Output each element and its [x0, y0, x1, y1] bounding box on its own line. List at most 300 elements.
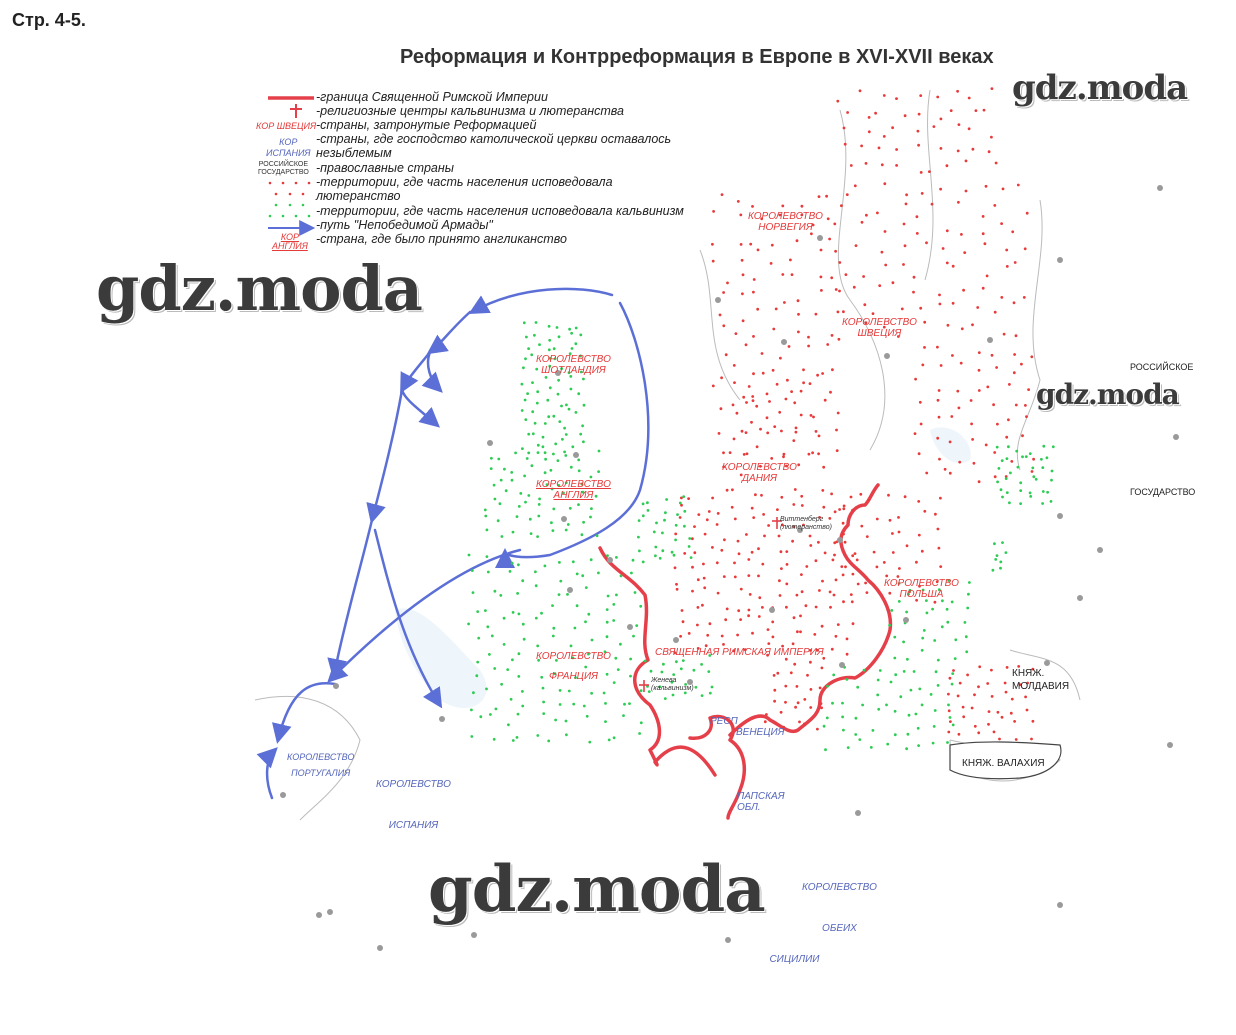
lutheran-dot	[992, 403, 995, 406]
label-england: КОРОЛЕВСТВО АНГЛИЯ	[536, 479, 611, 501]
lutheran-dot	[776, 508, 779, 511]
calvinist-dot	[967, 593, 970, 596]
city-dot	[333, 683, 339, 689]
lutheran-dot	[987, 723, 990, 726]
lutheran-dot	[778, 411, 781, 414]
lutheran-dot	[761, 352, 764, 355]
lutheran-dot	[993, 451, 996, 454]
calvinist-dot	[517, 675, 520, 678]
lutheran-dot	[903, 223, 906, 226]
lutheran-dot	[934, 601, 937, 604]
lutheran-dot	[796, 594, 799, 597]
legend-sample-reformation: КОР ШВЕЦИЯ	[256, 121, 317, 131]
lutheran-dot	[693, 525, 696, 528]
lutheran-dot	[733, 364, 736, 367]
calvinist-dot	[886, 743, 889, 746]
calvinist-dot	[565, 529, 568, 532]
lutheran-dot	[1010, 712, 1013, 715]
calvinist-dot	[855, 717, 858, 720]
lutheran-dot	[836, 100, 839, 103]
lutheran-dot	[691, 590, 694, 593]
lutheran-dot	[838, 338, 841, 341]
lutheran-dot	[942, 247, 945, 250]
lutheran-dot	[752, 399, 755, 402]
lutheran-dot	[861, 221, 864, 224]
calvinist-dot	[521, 383, 524, 386]
lutheran-dot	[725, 353, 728, 356]
calvinist-dot	[497, 519, 500, 522]
calvinist-dot	[590, 692, 593, 695]
calvinist-dot	[831, 702, 834, 705]
label-denmark: КОРОЛЕВСТВО ДАНИЯ	[722, 462, 797, 484]
calvinist-dot	[558, 593, 561, 596]
calvinist-dot	[575, 411, 578, 414]
legend-calvinist-sample	[269, 204, 311, 218]
calvinist-dot	[673, 554, 676, 557]
calvinist-dot	[946, 741, 949, 744]
legend-calvinist-text: -территории, где часть населения исповедовала кальвинизм	[316, 204, 684, 218]
lutheran-dot	[895, 164, 898, 167]
lutheran-dot	[852, 573, 855, 576]
calvinist-dot	[570, 645, 573, 648]
lutheran-dot	[679, 635, 682, 638]
calvinist-dot	[548, 348, 551, 351]
lutheran-dot	[885, 575, 888, 578]
calvinist-dot	[606, 635, 609, 638]
lutheran-dot	[792, 503, 795, 506]
calvinist-dot	[493, 484, 496, 487]
city-dot	[280, 792, 286, 798]
calvinist-dot	[671, 551, 674, 554]
lutheran-dot	[784, 701, 787, 704]
calvinist-dot	[1051, 470, 1054, 473]
lutheran-dot	[722, 643, 725, 646]
calvinist-dot	[484, 515, 487, 518]
lutheran-dot	[977, 731, 980, 734]
lutheran-dot	[808, 453, 811, 456]
lutheran-dot	[842, 507, 845, 510]
lutheran-dot	[831, 334, 834, 337]
calvinist-dot	[518, 652, 521, 655]
calvinist-dot	[999, 567, 1002, 570]
calvinist-dot	[518, 613, 521, 616]
city-dot	[567, 587, 573, 593]
lutheran-dot	[921, 550, 924, 553]
calvinist-dot	[946, 608, 949, 611]
lutheran-dot	[790, 390, 793, 393]
lutheran-dot	[773, 425, 776, 428]
calvinist-dot	[947, 704, 950, 707]
lutheran-dot	[816, 728, 819, 731]
lutheran-dot	[810, 688, 813, 691]
lutheran-dot	[985, 185, 988, 188]
calvinist-dot	[906, 658, 909, 661]
calvinist-dot	[695, 686, 698, 689]
calvinist-dot	[550, 521, 553, 524]
calvinist-dot	[952, 724, 955, 727]
calvinist-dot	[493, 667, 496, 670]
lutheran-dot	[768, 400, 771, 403]
lutheran-dot	[947, 693, 950, 696]
lutheran-dot	[950, 415, 953, 418]
lutheran-dot	[996, 423, 999, 426]
lutheran-dot	[776, 672, 779, 675]
calvinist-dot	[826, 685, 829, 688]
lutheran-dot	[711, 497, 714, 500]
lutheran-dot	[786, 563, 789, 566]
calvinist-dot	[512, 739, 515, 742]
calvinist-dot	[470, 735, 473, 738]
lutheran-dot	[917, 500, 920, 503]
calvinist-dot	[524, 399, 527, 402]
lutheran-dot	[978, 351, 981, 354]
calvinist-dot	[557, 379, 560, 382]
calvinist-dot	[535, 584, 538, 587]
calvinist-dot	[576, 573, 579, 576]
lutheran-dot	[833, 541, 836, 544]
lutheran-dot	[796, 239, 799, 242]
calvinist-dot	[665, 498, 668, 501]
calvinist-dot	[522, 623, 525, 626]
lutheran-dot	[726, 282, 729, 285]
lutheran-dot	[773, 700, 776, 703]
lutheran-dot	[792, 439, 795, 442]
calvinist-dot	[894, 733, 897, 736]
lutheran-dot	[796, 630, 799, 633]
calvinist-dot	[1019, 502, 1022, 505]
lutheran-dot	[917, 144, 920, 147]
city-dot	[377, 945, 383, 951]
calvinist-dot	[527, 347, 530, 350]
lutheran-dot	[973, 693, 976, 696]
calvinist-dot	[486, 625, 489, 628]
lutheran-dot	[830, 276, 833, 279]
lutheran-dot	[970, 423, 973, 426]
lutheran-dot	[884, 230, 887, 233]
calvinist-dot	[846, 678, 849, 681]
lutheran-dot	[851, 600, 854, 603]
lutheran-dot	[845, 273, 848, 276]
calvinist-dot	[632, 559, 635, 562]
lutheran-dot	[949, 677, 952, 680]
lutheran-dot	[773, 689, 776, 692]
calvinist-dot	[709, 692, 712, 695]
lutheran-dot	[962, 715, 965, 718]
calvinist-dot	[526, 457, 529, 460]
calvinist-dot	[577, 392, 580, 395]
lutheran-dot	[795, 431, 798, 434]
lutheran-dot	[863, 303, 866, 306]
calvinist-dot	[589, 516, 592, 519]
calvinist-dot	[606, 608, 609, 611]
calvinist-dot	[472, 591, 475, 594]
calvinist-dot	[964, 621, 967, 624]
legend-lutheran-text-2: лютеранство	[316, 189, 401, 203]
lutheran-dot	[946, 164, 949, 167]
lutheran-dot	[746, 452, 749, 455]
calvinist-dot	[572, 560, 575, 563]
lutheran-dot	[944, 468, 947, 471]
label-scotland: КОРОЛЕВСТВО ШОТЛАНДИЯ	[536, 354, 611, 376]
lutheran-dot	[914, 432, 917, 435]
lutheran-dot	[761, 606, 764, 609]
lutheran-dot	[732, 404, 735, 407]
lutheran-dot	[674, 533, 677, 536]
lutheran-dot	[675, 583, 678, 586]
calvinist-dot	[531, 410, 534, 413]
lutheran-dot	[846, 638, 849, 641]
calvinist-dot	[700, 663, 703, 666]
calvinist-dot	[570, 332, 573, 335]
calvinist-dot	[494, 590, 497, 593]
calvinist-dot	[676, 513, 679, 516]
lutheran-dot	[819, 687, 822, 690]
calvinist-dot	[503, 468, 506, 471]
lutheran-dot	[948, 709, 951, 712]
calvinist-dot	[675, 524, 678, 527]
calvinist-dot	[854, 733, 857, 736]
calvinist-dot	[877, 679, 880, 682]
calvinist-dot	[534, 570, 537, 573]
calvinist-dot	[954, 638, 957, 641]
calvinist-dot	[563, 451, 566, 454]
lutheran-dot	[846, 193, 849, 196]
lutheran-dot	[905, 193, 908, 196]
lutheran-dot	[733, 438, 736, 441]
lutheran-dot	[824, 399, 827, 402]
lutheran-dot	[793, 663, 796, 666]
lutheran-dot	[733, 381, 736, 384]
calvinist-dot	[581, 424, 584, 427]
lutheran-dot	[866, 591, 869, 594]
calvinist-dot	[582, 378, 585, 381]
lutheran-dot	[838, 261, 841, 264]
calvinist-dot	[1001, 541, 1004, 544]
calvinist-dot	[996, 446, 999, 449]
calvinist-dot	[966, 607, 969, 610]
lutheran-dot	[801, 504, 804, 507]
lutheran-dot	[947, 324, 950, 327]
calvinist-dot	[608, 739, 611, 742]
lutheran-dot	[779, 357, 782, 360]
calvinist-dot	[930, 693, 933, 696]
calvinist-dot	[1009, 472, 1012, 475]
lutheran-dot	[851, 554, 854, 557]
lutheran-dot	[812, 416, 815, 419]
calvinist-dot	[512, 611, 515, 614]
lutheran-dot	[937, 528, 940, 531]
lutheran-dot	[809, 706, 812, 709]
lutheran-dot	[884, 264, 887, 267]
lutheran-dot	[691, 566, 694, 569]
calvinist-dot	[1015, 450, 1018, 453]
lutheran-dot	[704, 533, 707, 536]
lutheran-dot	[1002, 188, 1005, 191]
lutheran-dot	[938, 389, 941, 392]
calvinist-dot	[527, 452, 530, 455]
lutheran-dot	[838, 290, 841, 293]
calvinist-dot	[521, 705, 524, 708]
lutheran-dot	[726, 608, 729, 611]
lutheran-dot	[742, 396, 745, 399]
calvinist-dot	[583, 705, 586, 708]
calvinist-dot	[517, 713, 520, 716]
calvinist-dot	[579, 334, 582, 337]
lutheran-dot	[860, 145, 863, 148]
calvinist-dot	[531, 381, 534, 384]
calvinist-dot	[893, 657, 896, 660]
lutheran-dot	[1026, 212, 1029, 215]
lutheran-dot	[762, 372, 765, 375]
lutheran-dot	[731, 506, 734, 509]
calvinist-dot	[510, 698, 513, 701]
calvinist-dot	[503, 617, 506, 620]
calvinist-dot	[1046, 456, 1049, 459]
calvinist-dot	[495, 708, 498, 711]
calvinist-dot	[949, 716, 952, 719]
calvinist-dot	[559, 689, 562, 692]
calvinist-dot	[487, 571, 490, 574]
calvinist-dot	[536, 402, 539, 405]
calvinist-dot	[545, 376, 548, 379]
lutheran-dot	[691, 537, 694, 540]
label-wittenberg: Виттенберг (лютеранство)	[780, 516, 832, 531]
lutheran-dot	[792, 642, 795, 645]
lutheran-dot	[1005, 691, 1008, 694]
lutheran-dot	[939, 497, 942, 500]
lutheran-dot	[933, 125, 936, 128]
calvinist-dot	[574, 627, 577, 630]
lutheran-dot	[817, 541, 820, 544]
calvinist-dot	[893, 636, 896, 639]
lutheran-dot	[958, 461, 961, 464]
lutheran-dot	[920, 171, 923, 174]
calvinist-dot	[527, 494, 530, 497]
lutheran-dot	[895, 148, 898, 151]
lutheran-dot	[1010, 460, 1013, 463]
lutheran-dot	[940, 147, 943, 150]
lutheran-dot	[915, 561, 918, 564]
lutheran-dot	[831, 368, 834, 371]
lutheran-dot	[842, 310, 845, 313]
lutheran-dot	[938, 416, 941, 419]
lutheran-dot	[998, 738, 1001, 741]
lutheran-dot	[757, 575, 760, 578]
calvinist-dot	[946, 621, 949, 624]
lutheran-dot	[763, 535, 766, 538]
lutheran-dot	[974, 725, 977, 728]
lutheran-dot	[740, 588, 743, 591]
calvinist-dot	[1040, 458, 1043, 461]
calvinist-dot	[662, 663, 665, 666]
lutheran-dot	[1024, 247, 1027, 250]
lutheran-dot	[968, 127, 971, 130]
calvinist-dot	[931, 608, 934, 611]
calvinist-dot	[847, 746, 850, 749]
lutheran-dot	[697, 606, 700, 609]
calvinist-dot	[1006, 491, 1009, 494]
calvinist-dot	[590, 507, 593, 510]
label-moldavia: КНЯЖ. МОЛДАВИЯ	[1012, 668, 1070, 692]
lutheran-dot	[682, 620, 685, 623]
lutheran-dot	[916, 232, 919, 235]
lutheran-dot	[776, 383, 779, 386]
lutheran-dot	[755, 405, 758, 408]
city-dot	[439, 716, 445, 722]
lutheran-dot	[997, 711, 1000, 714]
lutheran-dot	[949, 441, 952, 444]
lutheran-dot	[833, 554, 836, 557]
lutheran-dot	[876, 212, 879, 215]
calvinist-dot	[679, 502, 682, 505]
calvinist-dot	[516, 592, 519, 595]
lutheran-dot	[901, 308, 904, 311]
lutheran-dot	[1025, 415, 1028, 418]
lutheran-dot	[878, 147, 881, 150]
calvinist-dot	[907, 733, 910, 736]
lutheran-dot	[898, 567, 901, 570]
lutheran-dot	[982, 287, 985, 290]
calvinist-dot	[688, 537, 691, 540]
lutheran-dot	[898, 531, 901, 534]
calvinist-dot	[542, 687, 545, 690]
calvinist-dot	[1029, 495, 1032, 498]
calvinist-dot	[606, 554, 609, 557]
legend-sample-anglican: КОР АНГЛИЯ	[272, 232, 308, 251]
calvinist-dot	[571, 347, 574, 350]
lutheran-dot	[754, 493, 757, 496]
lutheran-dot	[745, 431, 748, 434]
calvinist-dot	[832, 674, 835, 677]
calvinist-dot	[558, 335, 561, 338]
calvinist-dot	[642, 561, 645, 564]
calvinist-dot	[638, 550, 641, 553]
lutheran-dot	[940, 118, 943, 121]
lutheran-dot	[934, 513, 937, 516]
calvinist-dot	[664, 511, 667, 514]
lutheran-dot	[952, 669, 955, 672]
lutheran-dot	[834, 250, 837, 253]
calvinist-dot	[908, 714, 911, 717]
lutheran-dot	[785, 583, 788, 586]
lutheran-dot	[1011, 698, 1014, 701]
calvinist-dot	[565, 404, 568, 407]
calvinist-dot	[1005, 477, 1008, 480]
calvinist-dot	[552, 508, 555, 511]
calvinist-dot	[524, 357, 527, 360]
lutheran-dot	[829, 591, 832, 594]
calvinist-dot	[680, 667, 683, 670]
lutheran-dot	[807, 336, 810, 339]
lutheran-dot	[959, 682, 962, 685]
lutheran-dot	[751, 395, 754, 398]
calvinist-dot	[996, 554, 999, 557]
calvinist-dot	[485, 688, 488, 691]
city-dot	[561, 516, 567, 522]
lutheran-dot	[952, 302, 955, 305]
calvinist-dot	[1019, 489, 1022, 492]
calvinist-dot	[537, 451, 540, 454]
lutheran-dot	[978, 665, 981, 668]
lutheran-dot	[818, 195, 821, 198]
calvinist-dot	[526, 392, 529, 395]
lutheran-dot	[706, 518, 709, 521]
calvinist-dot	[968, 581, 971, 584]
lutheran-dot	[771, 244, 774, 247]
lutheran-dot	[799, 615, 802, 618]
lutheran-dot	[736, 412, 739, 415]
lutheran-dot	[986, 386, 989, 389]
